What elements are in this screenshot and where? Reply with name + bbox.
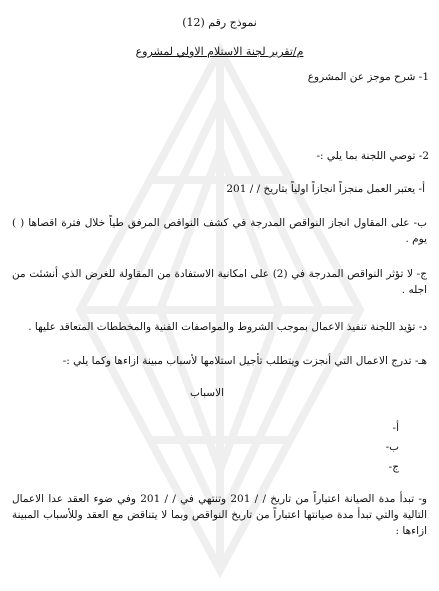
item-c: ج- لا تؤثر النواقص المدرجة في (2) على امكانية الاستفادة من المقاولة للغرض الذي أنشئت من اجله . — [12, 268, 427, 296]
item-b: ب- على المقاول انجاز النواقص المدرجة في كشف النواقص المرفق طياً خلال فترة اقصاها ( ) يوم . — [12, 217, 427, 245]
reasons-heading: الاسباب — [190, 387, 224, 399]
section-1-heading: 1- شرح موجز عن المشروع — [307, 71, 429, 83]
document-subtitle: م/تقرير لجنة الاستلام الاولي لمشروع — [135, 45, 304, 58]
reason-item: أ- — [392, 422, 399, 434]
item-d: د- تؤيد اللجنة تنفيذ الاعمال بموجب الشروط والمواصفات الفنية والمخططات المتعاقد عليها . — [28, 321, 427, 333]
reason-item: ب- — [385, 441, 399, 453]
document-title: نموذج رقم (12) — [182, 16, 257, 29]
section-2-heading: 2- توصي اللجنة بما يلي :- — [316, 150, 429, 162]
item-f: و- تبدأ مدة الصيانة اعتباراً من تاريخ / / 201 وتنتهي في / / 201 وفي ضوء العقد عدا الاعمال التالية والتي تبدأ مدة صيانتها اعتباراً من تاريخ النواقص وبما لا يتناقض مع العقد وللأسباب المبينة ازاءها : — [12, 493, 427, 537]
item-e: هـ- تدرج الاعمال التي أنجزت ويتطلب تأجيل استلامها لأسباب مبينة ازاءها وكما يلي :- — [62, 355, 427, 367]
item-a: أ- يعتبر العمل منجزاً انجازاً اولياً بتاريخ / / 201 — [226, 183, 425, 195]
reason-item: ج- — [388, 461, 399, 473]
